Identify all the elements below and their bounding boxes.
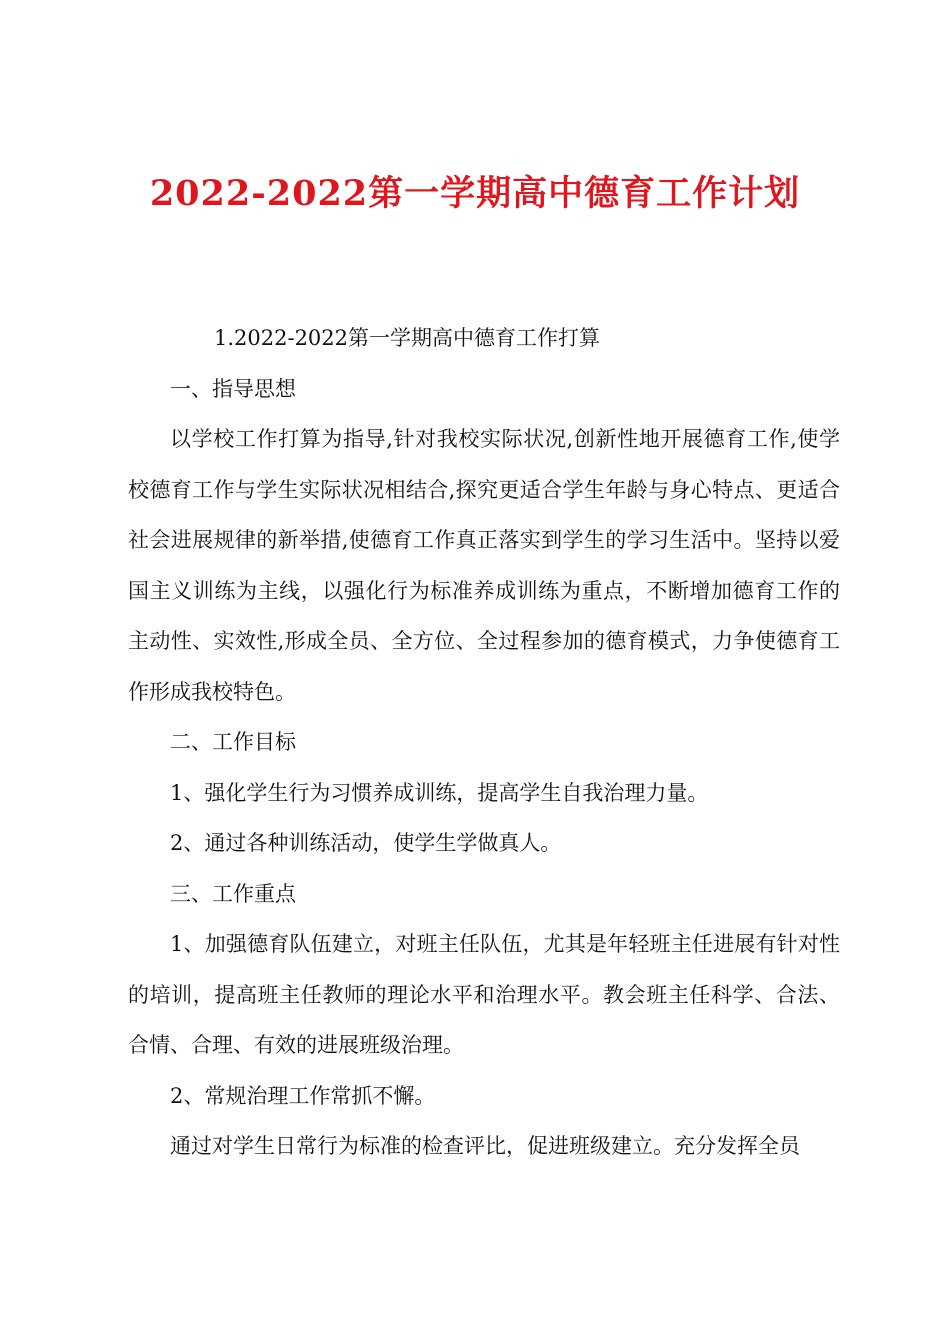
section-subtitle: 1.2022-2022第一学期高中德育工作打算 bbox=[214, 326, 601, 350]
document-title: 2022-2022第一学期高中德育工作计划 bbox=[149, 173, 801, 214]
goal-item-2: 2、通过各种训练活动，使学生学做真人。 bbox=[170, 831, 562, 855]
focus-item-2: 2、常规治理工作常抓不懈。 bbox=[170, 1083, 436, 1108]
document-body bbox=[128, 313, 840, 1172]
paragraph-routine-management: 通过对学生日常行为标准的检查评比，促进班级建立。充分发挥全员 bbox=[170, 1134, 800, 1158]
heading-work-goals: 二、工作目标 bbox=[170, 730, 296, 754]
heading-work-focus: 三、工作重点 bbox=[170, 881, 296, 906]
focus-item-1: 1、加强德育队伍建立，对班主任队伍，尤其是年轻班主任进展有针对性的培训，提高班主任教师的理论水平和治理水平。教会班主任科学、合法、合情、合理、有效的进展班级治理。 bbox=[128, 932, 840, 1057]
paragraph-guiding-ideology: 以学校工作打算为指导,针对我校实际状况,创新性地开展德育工作,使学校德育工作与学生实际状况相结合,探究更适合学生年龄与身心特点、更适合社会进展规律的新举措,使德育工作真正落实到学生的学习生活中。坚持以爱国主义训练为主线，以强化行为标准养成训练为重点，不断增加德育工作的主动性、实效性,形成全员、全方位、全过程参加的德育模式，力争使德育工作形成我校特色。 bbox=[128, 427, 840, 704]
goal-item-1: 1、强化学生行为习惯养成训练，提高学生自我治理力量。 bbox=[170, 780, 709, 805]
heading-guiding-ideology: 一、指导思想 bbox=[170, 376, 296, 401]
